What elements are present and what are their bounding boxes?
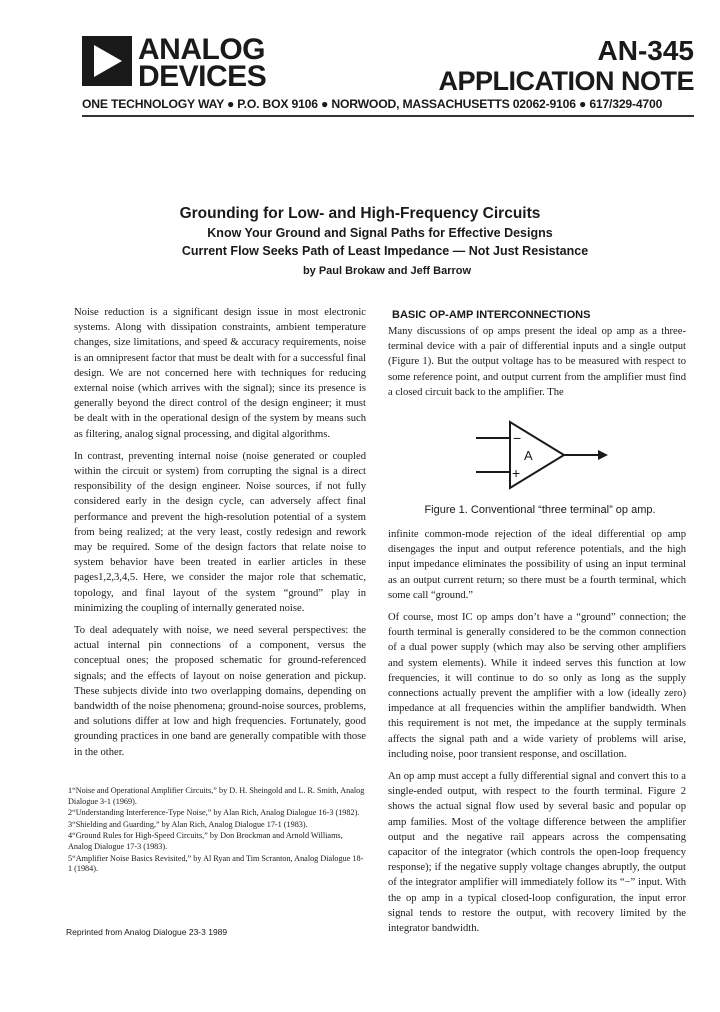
company-name bbox=[138, 33, 267, 93]
article-authors: by Paul Brokaw and Jeff Barrow bbox=[302, 265, 472, 277]
company-name-line2: DEVICES bbox=[138, 60, 267, 93]
analog-devices-logo-icon bbox=[82, 36, 132, 86]
company-name-line1: ANALOG bbox=[138, 33, 265, 66]
left-paragraph-1: Noise reduction is a significant design issue in most electronic systems. Along with dissipation constraints, ambient temperature changes, size limitations, and speed & accuracy requirements, noise is an omnipresent factor that must be dealt with for a successful final design. We are not concerned here with techniques for reducing external noise (which arrives with the signal); since its presence is generally beyond the direct control of the design engineer; it must be dealt with in the operational design of the system by means such as filtering, analog signal processing, and digital algorithms. bbox=[74, 307, 366, 440]
document-type: APPLICATION NOTE bbox=[438, 66, 694, 96]
company-address: ONE TECHNOLOGY WAY ● P.O. BOX 9106 ● NORWOOD, MASSACHUSETTS 02062-9106 ● 617/329-4700 bbox=[82, 97, 663, 111]
left-column bbox=[74, 305, 366, 767]
right-column-top bbox=[388, 324, 686, 407]
left-paragraph-2: In contrast, preventing internal noise (noise generated or coupled within the circuit or system) from corrupting the signal is a direct responsibility of the design engineer. Noise sources, if not fully considered early in the design cycle, can adversely affect final performance and prevent the high-resolution potential of a system from being realized; at the very least, costly redesign and rework may be required. Some of the design factors that relate noise to system behavior have been treated in earlier articles in these pages1,2,3,4,5. Here, we consider the major role that schematic, topology, and final layout of the system “ground” play in minimizing the coupling of internally generated noise. bbox=[74, 450, 366, 614]
footnote-3: 3“Shielding and Guarding,” by Alan Rich, Analog Dialogue 17-1 (1983). bbox=[68, 819, 308, 829]
footnote-5: 5“Amplifier Noise Basics Revisited,” by Al Ryan and Tim Scranton, Analog Dialogue 18-1 (1984). bbox=[68, 853, 364, 874]
right-paragraph-2: infinite common-mode rejection of the ideal differential op amp disengages the input and output reference potentials, and the high input impedance eliminates the possibility of using an input terminal as an output current return; so there must be a fourth terminal, which some call “ground.” bbox=[388, 529, 686, 601]
reprint-note: Reprinted from Analog Dialogue 23-3 1989 bbox=[66, 927, 228, 937]
footnote-1: 1“Noise and Operational Amplifier Circuits,” by D. H. Sheingold and L. R. Smith, Analog Dialogue 3-1 (1969). bbox=[68, 786, 365, 806]
left-paragraph-3: To deal adequately with noise, we need several perspectives: the actual internal pin connections of a component, versus the conceptual ones; the proposed schematic for ground-referenced signals; and the effects of layout on noise generation and pickup. These subjects divide into two overlapping domains, depending on bandwidth of the noise phenomena; ground-noise sources, problems, and solutions differ at low and high frequencies. Fortunately, good grounding practices in one band are generally compatible with those in the other. bbox=[74, 625, 366, 758]
header-divider bbox=[82, 115, 694, 117]
op-amp-figure bbox=[390, 410, 690, 500]
plus-label: + bbox=[512, 465, 521, 481]
footnote-4: 4“Ground Rules for High-Speed Circuits,” by Don Brockman and Arnold Williams, Analog Dialogue 17-3 (1983). bbox=[68, 831, 343, 851]
minus-label: − bbox=[513, 430, 522, 446]
figure-caption: Figure 1. Conventional “three terminal” op amp. bbox=[424, 504, 656, 516]
output-arrow-icon bbox=[598, 450, 608, 460]
right-column-bottom bbox=[388, 527, 686, 943]
right-paragraph-3: Of course, most IC op amps don’t have a “ground” connection; the fourth terminal is generally considered to be the common connection of a dual power supply (which may also be serving other amplifiers and system elements). While it indeed serves this function at low frequencies, it will continue to do so only as long as the supply connections actually prevent the amplifier with a low (ideally zero) impedance at all frequencies within the amplifier bandwidth. When this requirement is not met, the impedance at the supply terminals affects the signal path and a wide variety of problems will arise, including noise, poor transient response, and oscillation. bbox=[388, 612, 686, 760]
article-subtitle-2: Current Flow Seeks Path of Least Impedance — Not Just Resistance bbox=[181, 244, 589, 258]
right-paragraph-1: Many discussions of op amps present the ideal op amp as a three-terminal device with a pair of differential inputs and a single output (Figure 1). But the output voltage has to be measured with respect to some reference point, and output current from the amplifier must find a closed circuit back to the amplifier. The bbox=[388, 326, 686, 398]
article-title: Grounding for Low- and High-Frequency Circuits bbox=[179, 205, 541, 222]
footnote-2: 2“Understanding Interference-Type Noise,” by Alan Rich, Analog Dialogue 16-3 (1982). bbox=[68, 808, 360, 818]
amp-label: A bbox=[524, 448, 533, 463]
article-subtitle-1: Know Your Ground and Signal Paths for Effective Designs bbox=[207, 226, 553, 240]
right-paragraph-4: An op amp must accept a fully differential signal and convert this to a single-ended output, with respect to the fourth terminal. Figure 2 shows the actual signal flow used by several basic and popular op amp families. Most of the voltage difference between the amplifier output and the negative rail appears across the compensating capacitor of the integrator (which controls the open-loop frequency response); if the negative supply voltage changes abruptly, the output of the integrator amplifier will immediately follow its “−” input. With the op amp in a typical closed-loop configuration, the input error signal tends to restore the output, with recovery limited by the integrator bandwidth. bbox=[388, 771, 686, 935]
footnotes bbox=[68, 786, 366, 876]
section-heading: BASIC OP-AMP INTERCONNECTIONS bbox=[392, 309, 591, 321]
document-number: AN-345 bbox=[597, 35, 694, 66]
